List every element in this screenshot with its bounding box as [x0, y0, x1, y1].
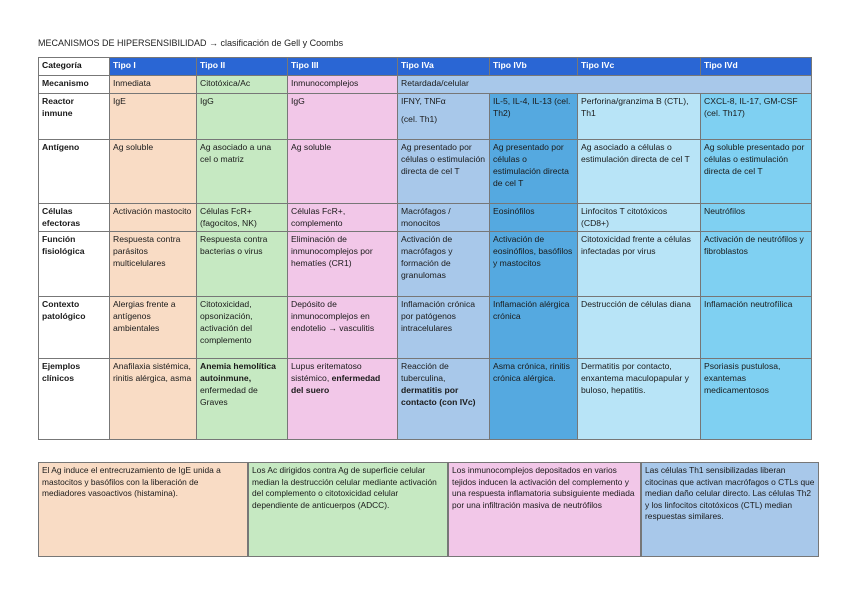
header-tipo-i: Tipo I [110, 58, 197, 76]
cell-t1: Anafilaxia sistémica, rinitis alérgica, asma [110, 359, 197, 440]
cell-t4a [398, 359, 490, 440]
cell-t4b: Activación de eosinófilos, basófilos y mastocitos [490, 232, 578, 297]
cell-t2: Células FcR+ (fagocitos, NK) [197, 204, 288, 232]
cell-t4b: Asma crónica, rinitis crónica alérgica. [490, 359, 578, 440]
row-label: Antígeno [39, 140, 110, 204]
footer-note-tipo-iii: Los inmunocomplejos depositados en varios tejidos inducen la activación del complemento y una respuesta inflamatoria subsiguiente mediada por una infiltración masiva de neutrófilos [448, 462, 641, 557]
row-antigeno [39, 140, 812, 204]
footer-note-tipo-iv: Las células Th1 sensibilizadas liberan citocinas que activan macrófagos o CTLs que median daño celular directo. Las células Th2 y los linfocitos citotóxicos (CTL) median respuestas similares. [641, 462, 819, 557]
cell-t2 [197, 359, 288, 440]
cell-t4d: Inflamación neutrofílica [701, 297, 812, 359]
row-contexto [39, 297, 812, 359]
cell-t3: IgG [288, 94, 398, 140]
cell-t4c: Citotoxicidad frente a células infectadas por virus [578, 232, 701, 297]
cell-t2: Respuesta contra bacterias o virus [197, 232, 288, 297]
cell-t3: Eliminación de inmunocomplejos por hematíes (CR1) [288, 232, 398, 297]
header-categoria: Categoría [39, 58, 110, 76]
cell-line: (cel. Th1) [401, 114, 438, 124]
cell-t4c: Ag asociado a células o estimulación directa de cel T [578, 140, 701, 204]
header-tipo-ii: Tipo II [197, 58, 288, 76]
cell-t2: IgG [197, 94, 288, 140]
header-tipo-ivb: Tipo IVb [490, 58, 578, 76]
cell-t3: Depósito de inmunocomplejos en endotelio → vasculitis [288, 297, 398, 359]
cell-text: enfermedad de Graves [200, 385, 258, 407]
cell-t4b: Eosinófilos [490, 204, 578, 232]
header-tipo-iva: Tipo IVa [398, 58, 490, 76]
cell-text: Lupus eritematoso sistémico, [291, 361, 362, 383]
cell-t1: IgE [110, 94, 197, 140]
page-title: MECANISMOS DE HIPERSENSIBILIDAD → clasificación de Gell y Coombs [38, 38, 344, 48]
footer-note-tipo-i: El Ag induce el entrecruzamiento de IgE unida a mastocitos y basófilos con la liberación de mediadores vasoactivos (histamina). [38, 462, 248, 557]
cell-t4c: Dermatitis por contacto, enxantema maculopapular y buloso, hepatitis. [578, 359, 701, 440]
cell-t4a: Ag presentado por células o estimulación directa de cel T [398, 140, 490, 204]
cell-t4c: Destrucción de células diana [578, 297, 701, 359]
cell-t3: Inmunocomplejos [288, 76, 398, 94]
cell-t4b: IL-5, IL-4, IL-13 (cel. Th2) [490, 94, 578, 140]
cell-t4b: Inflamación alérgica crónica [490, 297, 578, 359]
cell-text: Reacción de tuberculina, [401, 361, 449, 383]
cell-line: IFNY, TNFα [401, 96, 446, 106]
cell-t1: Inmediata [110, 76, 197, 94]
header-tipo-ivc: Tipo IVc [578, 58, 701, 76]
row-label: Ejemplos clínicos [39, 359, 110, 440]
cell-t3: Células FcR+, complemento [288, 204, 398, 232]
cell-t4-span: Retardada/celular [398, 76, 812, 94]
cell-t2: Citotoxicidad, opsonización, activación del complemento [197, 297, 288, 359]
row-celulas [39, 204, 812, 232]
cell-t1: Respuesta contra parásitos multicelulares [110, 232, 197, 297]
footer-notes [38, 462, 819, 557]
header-tipo-iii: Tipo III [288, 58, 398, 76]
cell-t4d: CXCL-8, IL-17, GM-CSF (cel. Th17) [701, 94, 812, 140]
cell-t4d: Activación de neutrófilos y fibroblastos [701, 232, 812, 297]
cell-t4c: Perforina/granzima B (CTL), Th1 [578, 94, 701, 140]
cell-t4d: Neutrófilos [701, 204, 812, 232]
cell-t1: Activación mastocito [110, 204, 197, 232]
hypersensitivity-table [38, 57, 812, 440]
cell-t4d: Ag soluble presentado por células o estimulación directa de cel T [701, 140, 812, 204]
header-row [39, 58, 812, 76]
row-mecanismo [39, 76, 812, 94]
cell-t4b: Ag presentado por células o estimulación directa de cel T [490, 140, 578, 204]
cell-t3: Ag soluble [288, 140, 398, 204]
row-reactor [39, 94, 812, 140]
cell-t3 [288, 359, 398, 440]
footer-note-tipo-ii: Los Ac dirigidos contra Ag de superficie celular median la destrucción celular mediante activación del complemento o citotoxicidad celular dependiente de anticuerpos (ADCC). [248, 462, 448, 557]
cell-t4d: Psoriasis pustulosa, exantemas medicamentosos [701, 359, 812, 440]
row-label: Células efectoras [39, 204, 110, 232]
row-label: Mecanismo [39, 76, 110, 94]
cell-t4a: Inflamación crónica por patógenos intracelulares [398, 297, 490, 359]
row-label: Reactor inmune [39, 94, 110, 140]
cell-t1: Alergias frente a antígenos ambientales [110, 297, 197, 359]
cell-t4a: Activación de macrófagos y formación de granulomas [398, 232, 490, 297]
cell-t2: Citotóxica/Ac [197, 76, 288, 94]
row-funcion [39, 232, 812, 297]
cell-t2: Ag asociado a una cel o matriz [197, 140, 288, 204]
bold-text: Anemia hemolítica autoinmune, [200, 361, 276, 383]
cell-t4c: Linfocitos T citotóxicos (CD8+) [578, 204, 701, 232]
cell-t4a: Macrófagos / monocitos [398, 204, 490, 232]
header-tipo-ivd: Tipo IVd [701, 58, 812, 76]
row-label: Contexto patológico [39, 297, 110, 359]
bold-text: dermatitis por contacto (con IVc) [401, 385, 476, 407]
row-ejemplos [39, 359, 812, 440]
row-label: Función fisiológica [39, 232, 110, 297]
cell-t1: Ag soluble [110, 140, 197, 204]
bold-text: enfermedad del suero [291, 373, 381, 395]
cell-t4a [398, 94, 490, 140]
